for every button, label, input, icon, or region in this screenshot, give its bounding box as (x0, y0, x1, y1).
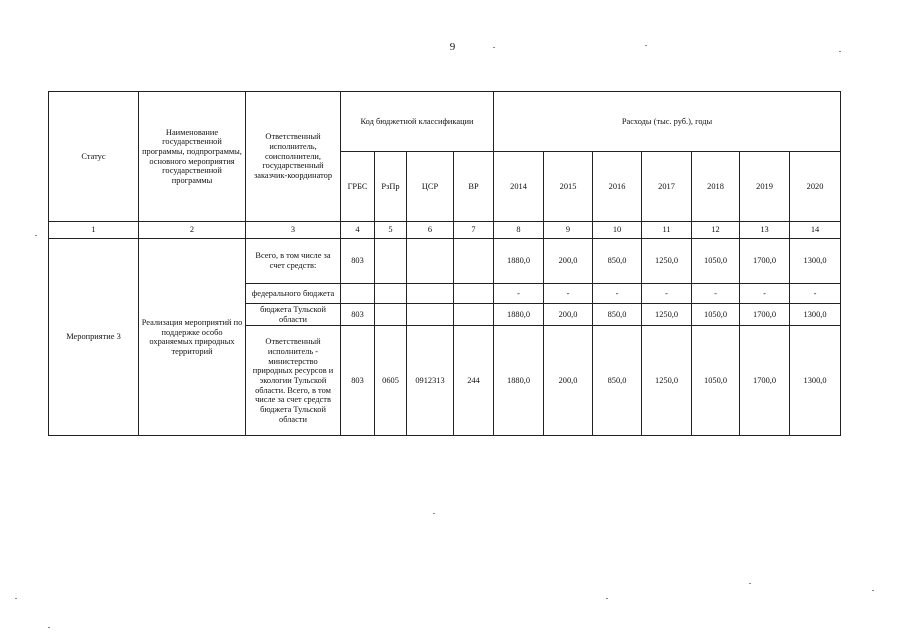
header-executor: Ответственный исполнитель, соисполнители, государственный заказчик-координатор (246, 92, 341, 222)
executor-cell: Ответственный исполнитель - министерство природных ресурсов и экологии Тульской области. Всего, в том числе за счет средств бюджета Тульской области (246, 326, 341, 436)
column-number: 6 (407, 222, 454, 239)
header-program-name: Наименование государственной программы, подпрограммы, основного мероприятия государственной программы (139, 92, 246, 222)
header-year: 2016 (593, 152, 642, 222)
vr-cell (454, 239, 494, 284)
expense-cell: 1700,0 (740, 326, 790, 436)
page-number: 9 (449, 41, 456, 53)
header-budget-code: Код бюджетной классификации (341, 92, 494, 152)
csr-cell (407, 304, 454, 326)
csr-cell: 0912313 (407, 326, 454, 436)
header-year: 2014 (494, 152, 544, 222)
column-number: 5 (375, 222, 407, 239)
scan-speck (749, 583, 751, 584)
column-number: 10 (593, 222, 642, 239)
column-number: 8 (494, 222, 544, 239)
expense-cell: 1050,0 (692, 326, 740, 436)
expense-cell: - (790, 284, 841, 304)
expense-cell: 850,0 (593, 304, 642, 326)
expense-cell: 1300,0 (790, 326, 841, 436)
header-csr: ЦСР (407, 152, 454, 222)
expense-cell: 200,0 (544, 326, 593, 436)
expense-cell: 1880,0 (494, 239, 544, 284)
column-number: 2 (139, 222, 246, 239)
expense-cell: 1880,0 (494, 304, 544, 326)
program-name-cell: Реализация мероприятий по поддержке особо охраняемых природных территорий (139, 239, 246, 436)
expense-cell: 1700,0 (740, 304, 790, 326)
expense-cell: 1880,0 (494, 326, 544, 436)
header-year: 2015 (544, 152, 593, 222)
column-number: 13 (740, 222, 790, 239)
expense-cell: 850,0 (593, 239, 642, 284)
scan-speck (493, 47, 495, 48)
table-row-total (49, 239, 841, 284)
scan-speck (433, 513, 435, 514)
scan-speck (35, 235, 37, 236)
vr-cell: 244 (454, 326, 494, 436)
executor-cell: бюджета Тульской области (246, 304, 341, 326)
vr-cell (454, 284, 494, 304)
expense-cell: - (642, 284, 692, 304)
column-number: 9 (544, 222, 593, 239)
expense-cell: 1050,0 (692, 239, 740, 284)
expense-cell: 850,0 (593, 326, 642, 436)
column-number-row (49, 222, 841, 239)
column-number: 12 (692, 222, 740, 239)
header-year: 2019 (740, 152, 790, 222)
expense-cell: 200,0 (544, 304, 593, 326)
scan-speck (872, 590, 874, 591)
header-year: 2020 (790, 152, 841, 222)
rzpr-cell: 0605 (375, 326, 407, 436)
expense-cell: 1250,0 (642, 239, 692, 284)
grbs-cell: 803 (341, 304, 375, 326)
column-number: 3 (246, 222, 341, 239)
expense-cell: - (593, 284, 642, 304)
vr-cell (454, 304, 494, 326)
expense-cell: 1300,0 (790, 239, 841, 284)
expense-cell: 1300,0 (790, 304, 841, 326)
header-status: Статус (49, 92, 139, 222)
header-expenses: Расходы (тыс. руб.), годы (494, 92, 841, 152)
rzpr-cell (375, 239, 407, 284)
column-number: 14 (790, 222, 841, 239)
expense-cell: - (544, 284, 593, 304)
grbs-cell (341, 284, 375, 304)
scan-speck (645, 45, 647, 46)
header-rzpr: РзПр (375, 152, 407, 222)
expense-cell: - (494, 284, 544, 304)
expense-cell: - (740, 284, 790, 304)
rzpr-cell (375, 284, 407, 304)
expense-cell: 200,0 (544, 239, 593, 284)
expense-cell: 1250,0 (642, 304, 692, 326)
scan-speck (606, 598, 608, 599)
grbs-cell: 803 (341, 239, 375, 284)
column-number: 1 (49, 222, 139, 239)
scan-speck (15, 598, 17, 599)
expense-cell: 1050,0 (692, 304, 740, 326)
header-year: 2018 (692, 152, 740, 222)
executor-cell: Всего, в том числе за счет средств: (246, 239, 341, 284)
csr-cell (407, 239, 454, 284)
executor-cell: федерального бюджета (246, 284, 341, 304)
header-year: 2017 (642, 152, 692, 222)
scan-speck (48, 627, 50, 628)
column-number: 4 (341, 222, 375, 239)
status-cell: Мероприятие 3 (49, 239, 139, 436)
header-row-top (49, 92, 841, 152)
csr-cell (407, 284, 454, 304)
scan-speck (839, 51, 841, 52)
expense-cell: 1700,0 (740, 239, 790, 284)
header-grbs: ГРБС (341, 152, 375, 222)
rzpr-cell (375, 304, 407, 326)
column-number: 7 (454, 222, 494, 239)
expense-cell: - (692, 284, 740, 304)
grbs-cell: 803 (341, 326, 375, 436)
header-vr: ВР (454, 152, 494, 222)
expense-cell: 1250,0 (642, 326, 692, 436)
column-number: 11 (642, 222, 692, 239)
budget-table (48, 91, 841, 436)
